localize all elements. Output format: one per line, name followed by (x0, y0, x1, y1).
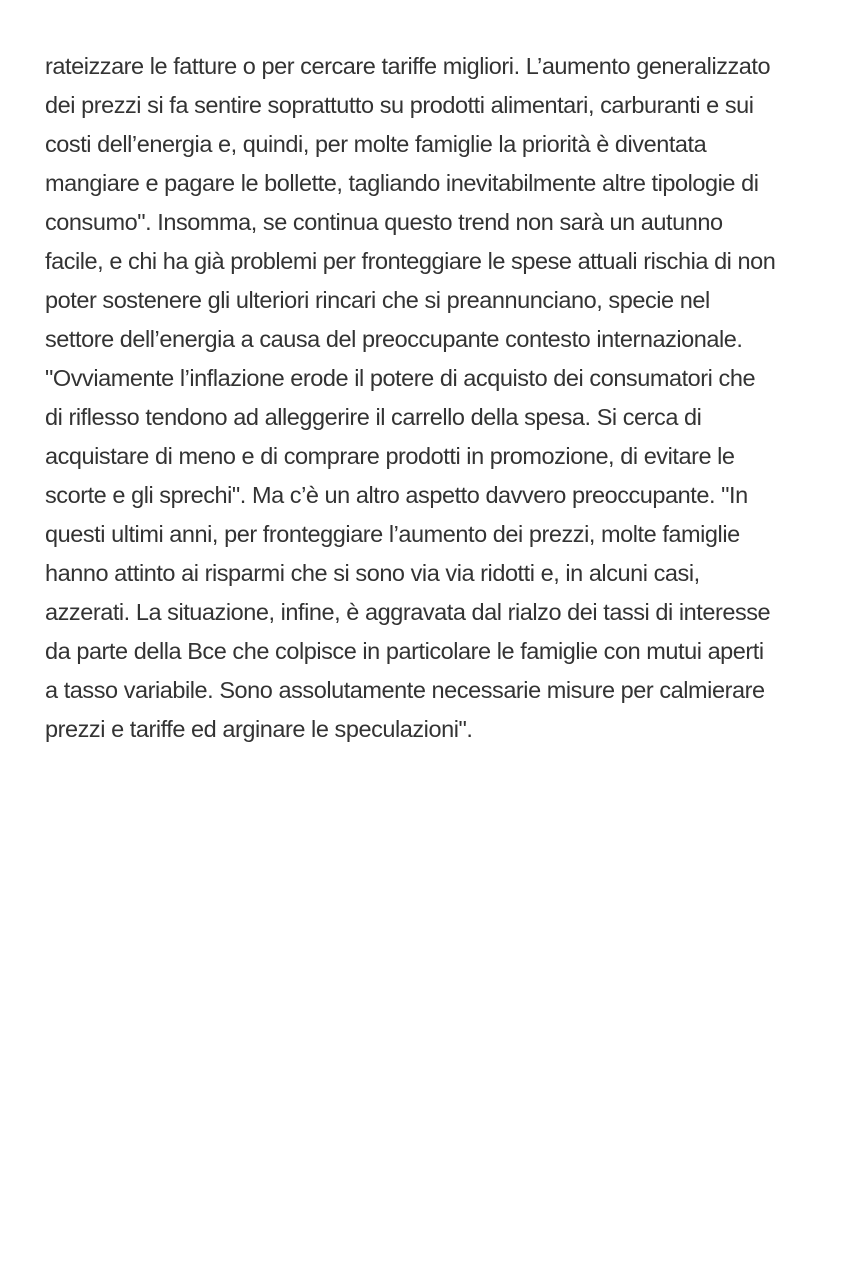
article-line: mangiare e pagare le bollette, tagliando inevitabilmente altre tipologie di (45, 170, 759, 196)
article-line: costi dell’energia e, quindi, per molte famiglie la priorità è diventata (45, 131, 707, 157)
article-line: rateizzare le fatture o per cercare tariffe migliori. L’aumento generalizzato (45, 53, 771, 79)
article-line: prezzi e tariffe ed arginare le speculazioni". (45, 716, 473, 742)
article-line: facile, e chi ha già problemi per fronteggiare le spese attuali rischia di non (45, 248, 776, 274)
article-line: poter sostenere gli ulteriori rincari che si preannunciano, specie nel (45, 287, 710, 313)
article-line: azzerati. La situazione, infine, è aggravata dal rialzo dei tassi di interesse (45, 599, 771, 625)
article-line: scorte e gli sprechi". Ma c’è un altro aspetto davvero preoccupante. "In (45, 482, 748, 508)
article-line: a tasso variabile. Sono assolutamente necessarie misure per calmierare (45, 677, 765, 703)
article-line: hanno attinto ai risparmi che si sono via via ridotti e, in alcuni casi, (45, 560, 700, 586)
article-line: di riflesso tendono ad alleggerire il carrello della spesa. Si cerca di (45, 404, 702, 430)
article-line: da parte della Bce che colpisce in particolare le famiglie con mutui aperti (45, 638, 764, 664)
article-line: settore dell’energia a causa del preoccupante contesto internazionale. (45, 326, 743, 352)
article-line: consumo". Insomma, se continua questo trend non sarà un autunno (45, 209, 723, 235)
article-line: "Ovviamente l’inflazione erode il potere di acquisto dei consumatori che (45, 365, 756, 391)
article-line: dei prezzi si fa sentire soprattutto su prodotti alimentari, carburanti e sui (45, 92, 754, 118)
article-line: acquistare di meno e di comprare prodotti in promozione, di evitare le (45, 443, 735, 469)
article-body (45, 47, 825, 749)
article-line: questi ultimi anni, per fronteggiare l’aumento dei prezzi, molte famiglie (45, 521, 740, 547)
